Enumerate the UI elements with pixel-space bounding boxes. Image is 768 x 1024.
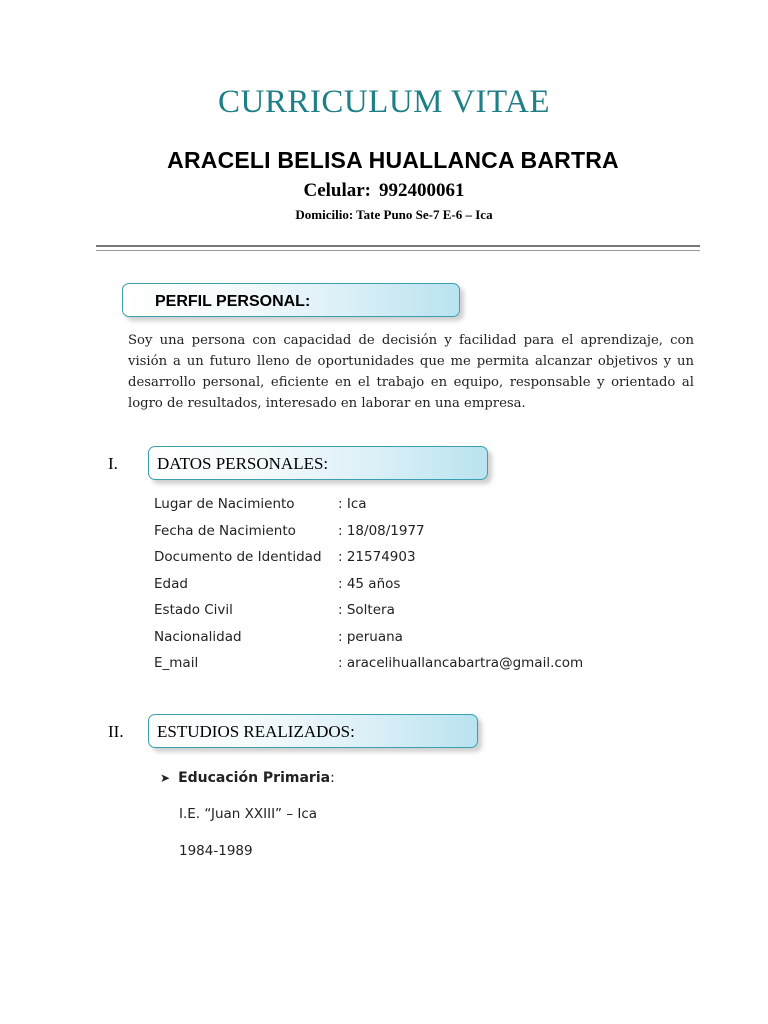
datos-value: : peruana bbox=[338, 628, 403, 645]
document-title: CURRICULUM VITAE bbox=[217, 84, 550, 120]
education-primary-colon: : bbox=[330, 770, 335, 786]
education-primary-heading bbox=[160, 770, 335, 786]
datos-value: : aracelihuallancabartra@gmail.com bbox=[338, 655, 584, 671]
perfil-heading: PERFIL PERSONAL: bbox=[155, 293, 311, 310]
datos-value: : 21574903 bbox=[338, 549, 416, 565]
perfil-paragraph: Soy una persona con capacidad de decisión y facilidad para el aprendizaje, con visión a un futuro lleno de oportunidades que me permita alcanzar objetivos y un desarrollo personal, eficiente en el trabajo en equipo, responsable y orientado al logro de resultados, interesado en laborar en una empresa. bbox=[128, 333, 694, 411]
arrow-bullet-icon: ➤ bbox=[160, 771, 171, 785]
datos-heading-box bbox=[148, 446, 488, 480]
datos-row bbox=[154, 576, 654, 603]
datos-label: Nacionalidad bbox=[154, 628, 242, 645]
datos-row bbox=[154, 602, 654, 629]
datos-row bbox=[154, 523, 654, 550]
datos-row bbox=[154, 655, 654, 682]
estudios-heading-box bbox=[148, 714, 478, 748]
education-primary-label: Educación Primaria bbox=[178, 770, 331, 786]
datos-value: : Ica bbox=[338, 496, 367, 512]
datos-value: : 45 años bbox=[338, 575, 401, 592]
section-numeral-datos: I. bbox=[108, 454, 118, 473]
candidate-name: ARACELI BELISA HUALLANCA BARTRA bbox=[167, 147, 619, 173]
section-numeral-estudios: II. bbox=[108, 722, 124, 741]
phone-label: Celular: bbox=[303, 180, 372, 201]
datos-row bbox=[154, 549, 654, 576]
datos-label: Fecha de Nacimiento bbox=[154, 522, 296, 539]
header-divider-thin bbox=[96, 250, 700, 251]
phone-number: 992400061 bbox=[379, 180, 465, 201]
school-name: I.E. “Juan XXIII” – Ica bbox=[179, 806, 318, 822]
datos-label: Edad bbox=[154, 575, 188, 592]
datos-row bbox=[154, 496, 654, 523]
estudios-heading: ESTUDIOS REALIZADOS: bbox=[157, 722, 355, 741]
datos-row bbox=[154, 629, 654, 656]
datos-table bbox=[154, 496, 654, 682]
datos-value: : 18/08/1977 bbox=[338, 522, 425, 539]
phone-line bbox=[0, 180, 768, 202]
perfil-heading-box bbox=[122, 283, 460, 317]
address-line: Domicilio: Tate Puno Se-7 E-6 – Ica bbox=[295, 207, 493, 222]
datos-label: Estado Civil bbox=[154, 602, 233, 618]
datos-label: Documento de Identidad bbox=[154, 549, 322, 565]
header-divider-thick bbox=[96, 245, 700, 247]
datos-value: : Soltera bbox=[338, 602, 395, 618]
datos-heading: DATOS PERSONALES: bbox=[157, 454, 329, 473]
datos-label: E_mail bbox=[154, 655, 199, 671]
datos-label: Lugar de Nacimiento bbox=[154, 496, 295, 512]
school-years: 1984-1989 bbox=[179, 843, 253, 859]
